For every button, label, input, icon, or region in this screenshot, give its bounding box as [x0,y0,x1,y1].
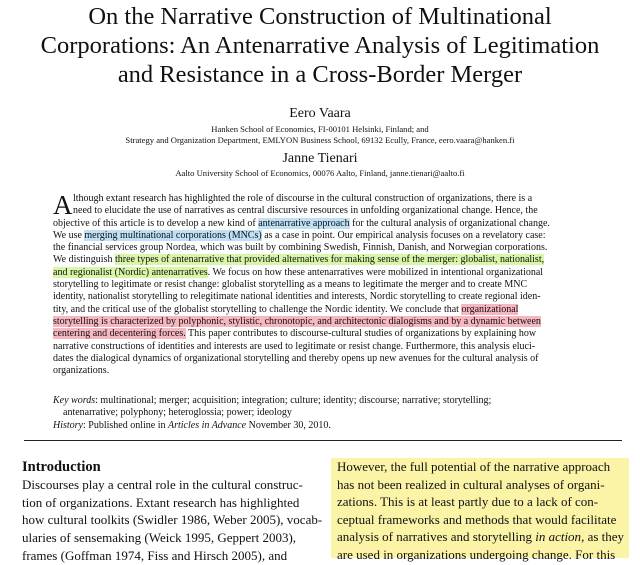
abstract-text: dates the dialogical dynamics of organizational storytelling and thereby opens up new avenues for the cultural analysis of [53,352,539,364]
pink-highlight: centering and decentering forces. [53,328,186,340]
section-divider [24,440,622,441]
highlight-box-text: zations. This is at least partly due to a lack of con- [337,494,599,509]
abstract-text: tity, and the critical use of the globalist storytelling to challenge the Nordic identity. We conclude that [53,303,462,315]
blue-highlight: merging multinational corporations (MNCs) [84,229,262,241]
highlighted-paragraph [331,458,629,562]
introduction-heading: Introduction [22,459,101,475]
abstract-text: storytelling to legitimate or resist change: globalist storytelling as a means to legitimate the merger and to create MNC [53,279,528,291]
highlight-box-text: are used in organizations undergoing change. For this [337,546,616,562]
highlight-box-text: ceptual frameworks and methods that would facilitate [337,511,617,527]
author-affiliation: Strategy and Organization Department, EMLYON Business School, 69132 Ecully, France, eero.vaara@hanken.fi [125,135,515,145]
abstract-line [53,267,593,279]
abstract-line [53,193,593,205]
abstract-text: organizations. [53,365,110,377]
abstract-dropcap: A [53,190,73,220]
highlight-box-italic: in action [535,529,582,544]
author-name: Janne Tienari [282,151,358,166]
abstract-text: identity, nationalist storytelling to relegitimate national identities and interests, Nordic storytelling to create regional iden- [53,291,541,303]
highlight-box-line [337,511,623,529]
history-text: : Published online in [83,419,168,431]
abstract-text: the financial services group Nordea, which was built by combining Swedish, Finnish, Danish, and Norwegian corporations. [53,242,548,254]
abstract-text: We use [53,229,85,241]
highlight-box-text: analysis of narratives and storytelling [337,529,536,544]
highlight-box-line [337,458,623,476]
introduction-line: frames (Goffman 1974, Fiss and Hirsch 2005), and [22,547,288,563]
abstract-text: objective of this article is to develop a new kind of [53,217,259,229]
title-line: Corporations: An Antenarrative Analysis of Legitimation [40,32,600,59]
abstract-line [53,242,593,254]
abstract-text: We distinguish [53,254,115,266]
abstract-line [53,279,593,291]
abstract-line [53,365,593,377]
abstract-text: for the cultural analysis of organizational change. [349,217,550,229]
abstract-text: This paper contributes to discourse-cultural studies of organizations by explaining how [185,328,537,340]
highlight-box-line [337,493,623,511]
history-line [53,420,613,432]
abstract-text: as a case in point. Our empirical analysis focuses on a revelatory case: [261,229,546,241]
abstract-line [53,291,593,303]
pink-highlight: storytelling is characterized by polyphonic, stylistic, chronotopic, and architectonic dialogisms and by a dynamic between [53,315,541,327]
abstract-line [53,254,593,266]
green-highlight: three types of antenarrative that provided alternatives for making sense of the merger: globalist, nationalist, [114,254,545,266]
highlight-box-text: has not been realized in cultural analyses of organi- [337,476,605,492]
paper-title [0,2,640,89]
highlight-box-line [337,528,623,546]
blue-highlight: antenarrative approach [258,217,350,229]
pink-highlight: organizational [461,303,519,315]
green-highlight: and regionalist (Nordic) antenarratives [53,266,208,278]
introduction-body [22,476,323,565]
history-label: History [53,419,83,431]
introduction-line: ularies of sensemaking (Weick 1995, Geppert 2003), [22,530,297,546]
abstract-line [53,316,593,328]
author-affiliation: Aalto University School of Economics, 00076 Aalto, Finland, janne.tienari@aalto.fi [175,168,465,178]
keywords-text: : multinational; merger; acquisition; integration; culture; identity; discourse; narrative; storytelling; [95,395,492,406]
keywords-label: Key words [53,395,96,406]
introduction-line: tion of organizations. Extant research has highlighted [22,494,300,510]
highlight-box-line [337,546,623,564]
introduction-line: Discourses play a central role in the cultural construc- [22,477,303,492]
history-date: November 30, 2010. [246,419,331,431]
title-line: On the Narrative Construction of Multinational [88,3,552,30]
keywords-line [53,395,613,407]
introduction-line: how cultural toolkits (Swidler 1986, Weber 2005), vocab- [22,512,323,528]
abstract-text: lthough extant research has highlighted the role of discourse in the cultural construction of organizations, there is a [73,193,533,204]
history-journal: Articles in Advance [168,419,247,431]
abstract-line [53,304,593,316]
abstract-text: narrative constructions of identities and interests are used to legitimate or resist change. Furthermore, this analysis eluci- [53,340,536,352]
abstract [53,190,593,377]
abstract-line [53,353,593,365]
highlight-box-text: , as they [581,529,625,544]
abstract-text: need to elucidate the use of narratives as central discursive resources in unfolding organizational change. Hence, the [73,205,538,217]
abstract-text: . We focus on how these antenarratives were mobilized in intentional organizational [207,266,544,278]
highlight-box-line [337,476,623,494]
author-name: Eero Vaara [289,106,351,121]
title-line: and Resistance in a Cross-Border Merger [117,61,523,88]
abstract-line [53,328,593,340]
abstract-line [53,205,593,217]
highlight-box-text: However, the full potential of the narrative approach [337,459,611,474]
abstract-line [53,218,593,230]
keywords-block [53,395,613,432]
abstract-line [53,230,593,242]
keywords-line: antenarrative; polyphony; heteroglossia; power; ideology [63,407,292,419]
abstract-line [53,341,593,353]
author-affiliation: Hanken School of Economics, FI-00101 Helsinki, Finland; and [211,124,429,134]
